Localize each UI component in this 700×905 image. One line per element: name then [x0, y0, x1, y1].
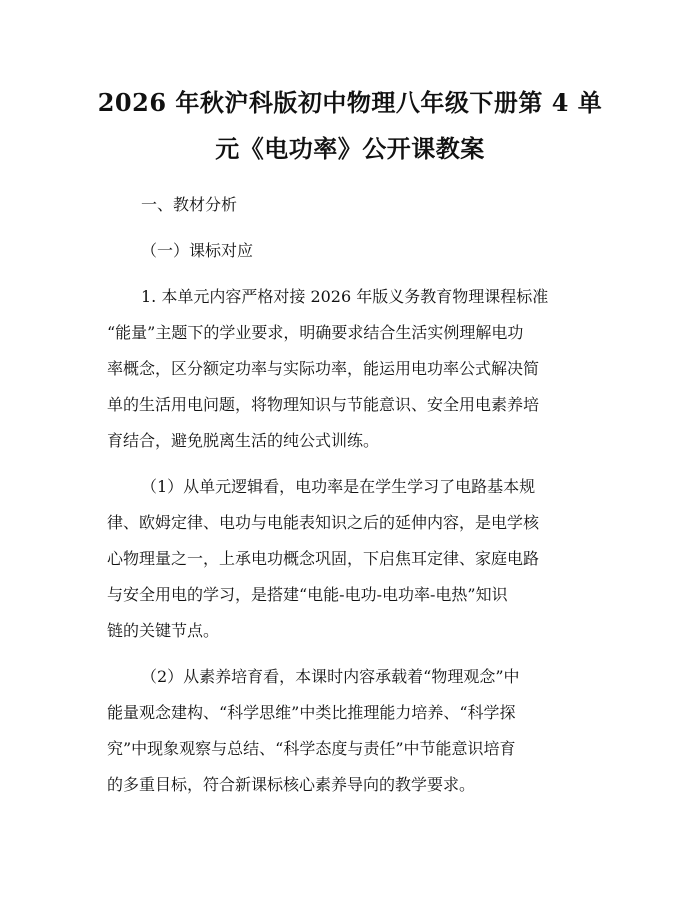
subsection-heading: （一）课标对应 — [141, 241, 254, 260]
section-heading: 一、教材分析 — [141, 195, 238, 214]
paragraph-1-line-2: “能量”主题下的学业要求，明确要求结合生活实例理解电功 — [107, 323, 524, 342]
paragraph-3-line-2: 能量观念建构、“科学思维”中类比推理能力培养、“科学探 — [107, 703, 516, 722]
paragraph-3-line-4: 的多重目标，符合新课标核心素养导向的教学要求。 — [107, 775, 476, 794]
paragraph-2-line-1: （1）从单元逻辑看，电功率是在学生学习了电路基本规 — [141, 477, 536, 496]
paragraph-2-line-5: 链的关键节点。 — [107, 621, 220, 640]
paragraph-2-line-2: 律、欧姆定律、电功与电能表知识之后的延伸内容，是电学核 — [107, 513, 540, 532]
paragraph-2-line-3: 心物理量之一，上承电功概念巩固，下启焦耳定律、家庭电路 — [107, 549, 540, 568]
paragraph-3-line-1: （2）从素养培育看，本课时内容承载着“物理观念”中 — [141, 667, 520, 686]
document-title-line-2: 元《电功率》公开课教案 — [215, 134, 485, 163]
paragraph-1-line-5: 育结合，避免脱离生活的纯公式训练。 — [107, 431, 380, 450]
paragraph-1-line-3: 率概念，区分额定功率与实际功率，能运用电功率公式解决简 — [107, 359, 540, 378]
paragraph-1-line-1: 1. 本单元内容严格对接 2026 年版义务教育物理课程标准 — [141, 287, 549, 306]
paragraph-1-line-4: 单的生活用电问题，将物理知识与节能意识、安全用电素养培 — [107, 395, 540, 414]
paragraph-3-line-3: 究”中现象观察与总结、“科学态度与责任”中节能意识培育 — [107, 739, 516, 758]
document-title-line-1: 2026 年秋沪科版初中物理八年级下册第 4 单 — [97, 88, 603, 117]
paragraph-2-line-4: 与安全用电的学习，是搭建“电能-电功-电功率-电热”知识 — [107, 585, 508, 604]
